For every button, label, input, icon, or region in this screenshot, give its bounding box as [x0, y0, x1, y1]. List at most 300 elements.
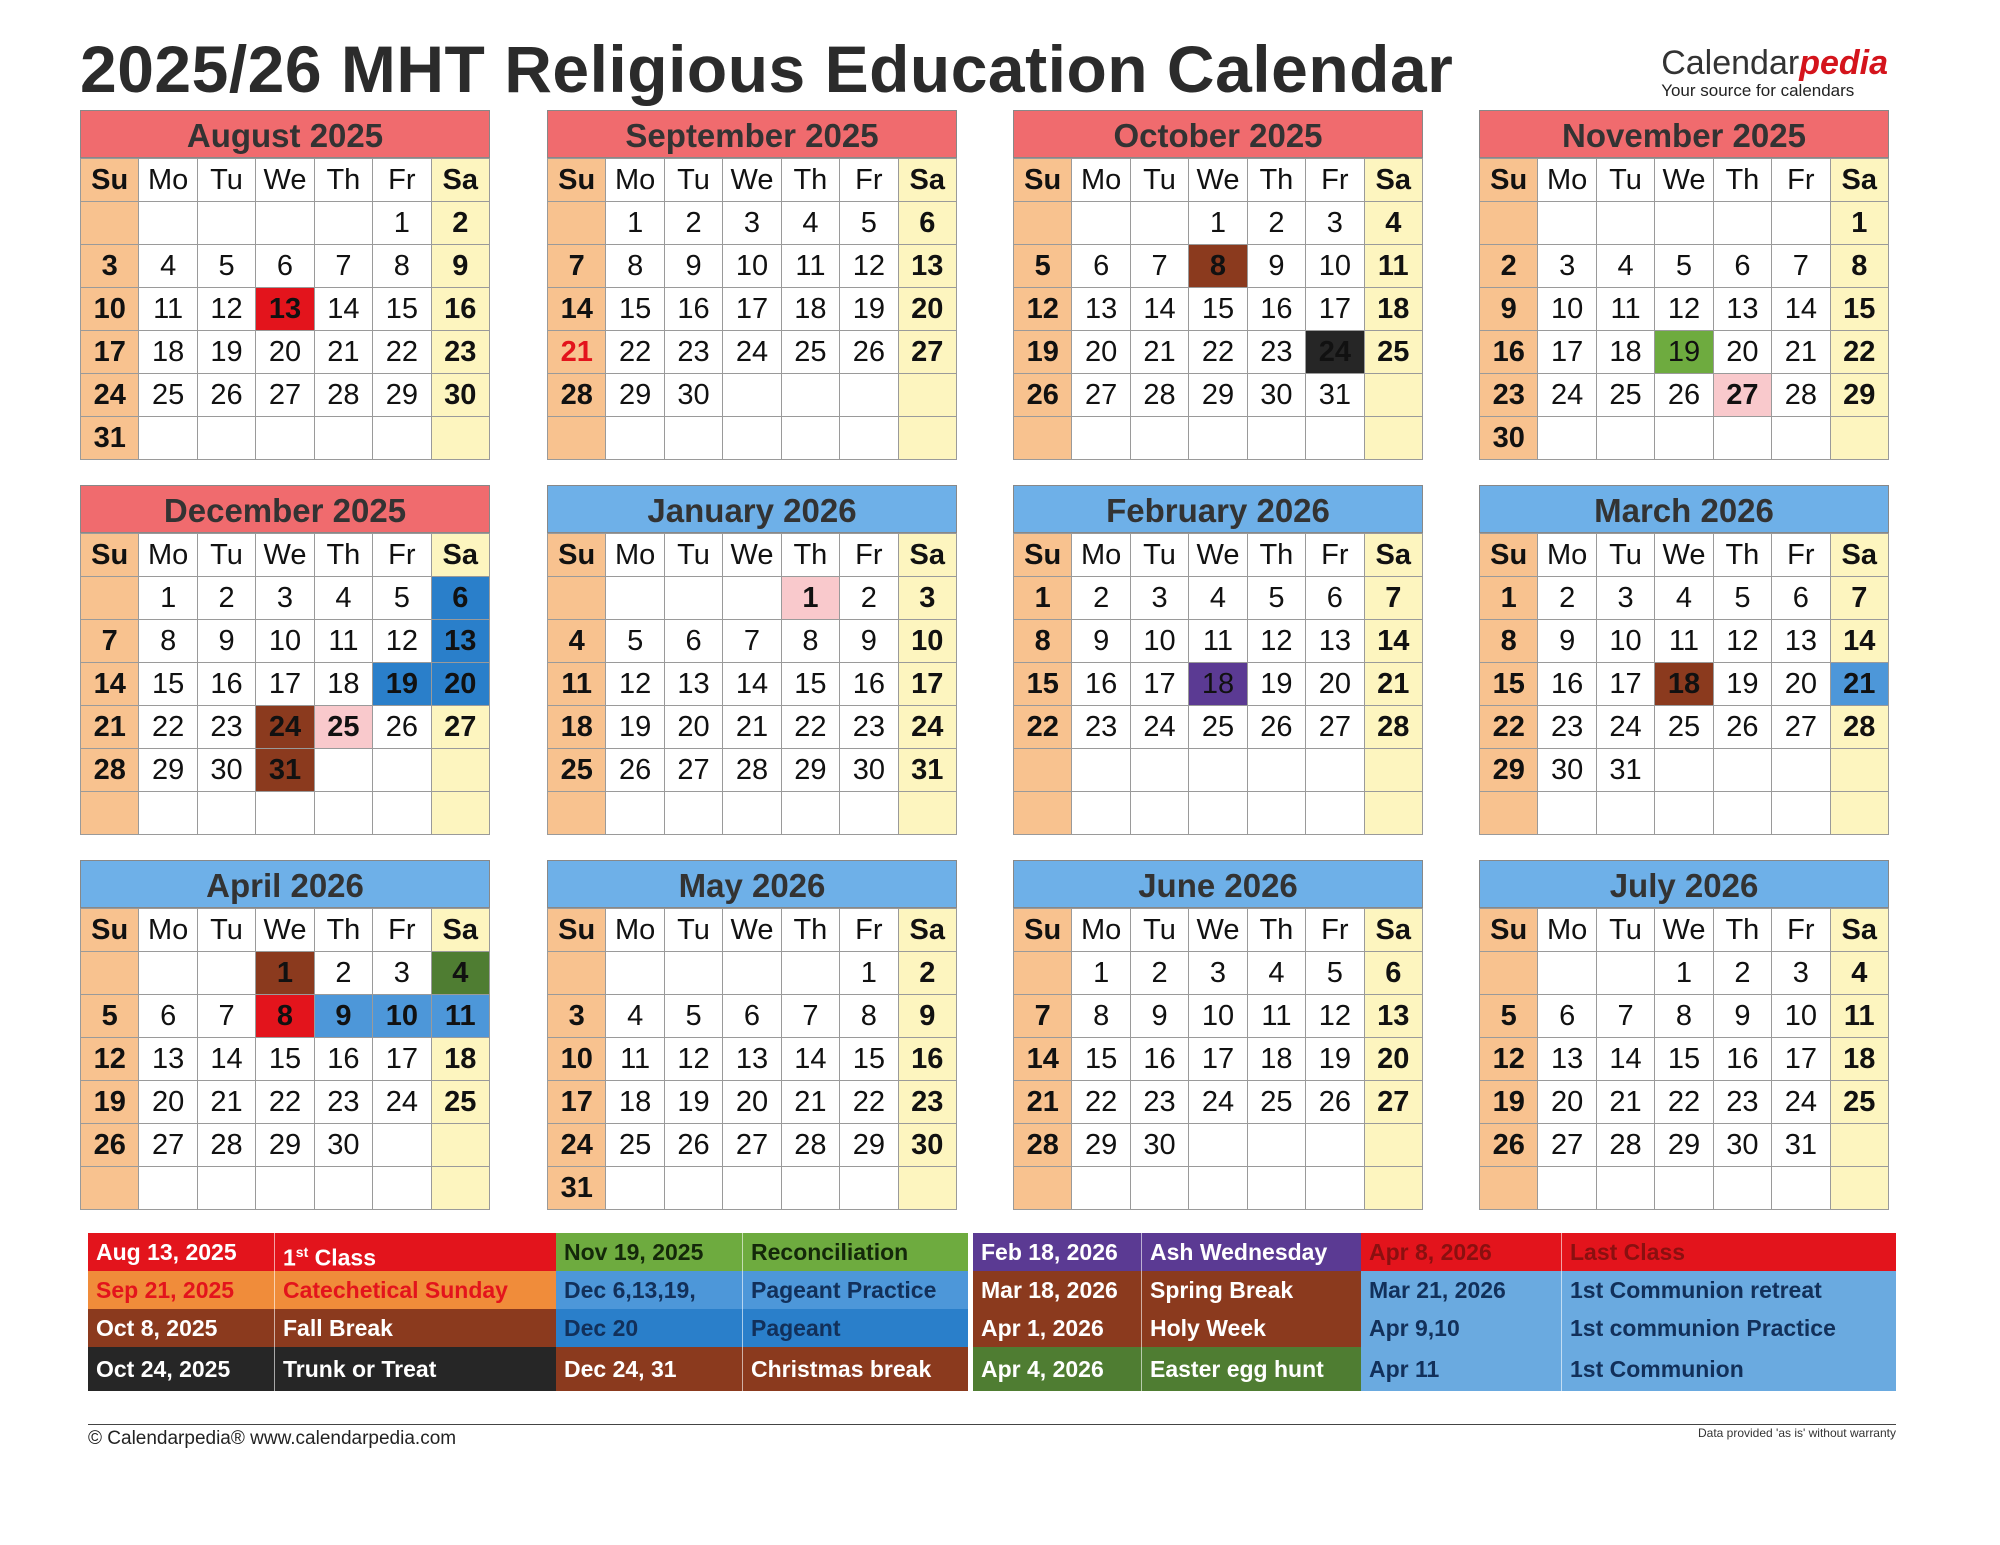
day-cell[interactable]: 24: [1772, 1081, 1830, 1124]
day-cell[interactable]: 4: [1364, 202, 1422, 245]
day-cell[interactable]: 24: [373, 1081, 431, 1124]
day-cell[interactable]: 16: [431, 288, 489, 331]
day-cell[interactable]: 8: [781, 620, 839, 663]
day-cell[interactable]: 2: [1480, 245, 1538, 288]
day-cell[interactable]: 18: [1247, 1038, 1305, 1081]
day-cell[interactable]: 7: [723, 620, 781, 663]
day-cell[interactable]: 1: [1189, 202, 1247, 245]
day-cell[interactable]: 10: [548, 1038, 606, 1081]
day-cell-event[interactable]: 18: [1189, 663, 1247, 706]
day-cell[interactable]: 19: [1306, 1038, 1364, 1081]
day-cell[interactable]: 30: [1130, 1124, 1188, 1167]
day-cell-event[interactable]: 10: [373, 995, 431, 1038]
day-cell[interactable]: 12: [81, 1038, 139, 1081]
day-cell[interactable]: 8: [606, 245, 664, 288]
day-cell[interactable]: 30: [1480, 417, 1538, 460]
day-cell[interactable]: 22: [1480, 706, 1538, 749]
day-cell[interactable]: 1: [1830, 202, 1888, 245]
day-cell[interactable]: 7: [1772, 245, 1830, 288]
day-cell[interactable]: 22: [1014, 706, 1072, 749]
day-cell[interactable]: 16: [1538, 663, 1596, 706]
day-cell[interactable]: 5: [1713, 577, 1771, 620]
day-cell[interactable]: 13: [139, 1038, 197, 1081]
day-cell[interactable]: 15: [840, 1038, 898, 1081]
day-cell[interactable]: 14: [548, 288, 606, 331]
day-cell[interactable]: 23: [898, 1081, 956, 1124]
day-cell-event[interactable]: 6: [431, 577, 489, 620]
day-cell[interactable]: 27: [1538, 1124, 1596, 1167]
day-cell[interactable]: 9: [1538, 620, 1596, 663]
day-cell[interactable]: 17: [1538, 331, 1596, 374]
day-cell[interactable]: 8: [139, 620, 197, 663]
day-cell-event[interactable]: 24: [1306, 331, 1364, 374]
day-cell[interactable]: 18: [548, 706, 606, 749]
day-cell[interactable]: 20: [1713, 331, 1771, 374]
day-cell-event[interactable]: 24: [256, 706, 314, 749]
day-cell[interactable]: 11: [781, 245, 839, 288]
day-cell[interactable]: 29: [139, 749, 197, 792]
day-cell[interactable]: 16: [1072, 663, 1130, 706]
day-cell[interactable]: 2: [1130, 952, 1188, 995]
day-cell[interactable]: 5: [606, 620, 664, 663]
day-cell[interactable]: 23: [1072, 706, 1130, 749]
day-cell[interactable]: 17: [898, 663, 956, 706]
day-cell[interactable]: 5: [197, 245, 255, 288]
day-cell[interactable]: 23: [1247, 331, 1305, 374]
day-cell[interactable]: 21: [781, 1081, 839, 1124]
day-cell[interactable]: 17: [1130, 663, 1188, 706]
day-cell[interactable]: 18: [781, 288, 839, 331]
day-cell[interactable]: 20: [1772, 663, 1830, 706]
day-cell[interactable]: 6: [1772, 577, 1830, 620]
day-cell[interactable]: 17: [548, 1081, 606, 1124]
day-cell[interactable]: 6: [256, 245, 314, 288]
day-cell[interactable]: 15: [781, 663, 839, 706]
day-cell[interactable]: 31: [1306, 374, 1364, 417]
day-cell[interactable]: 12: [606, 663, 664, 706]
day-cell[interactable]: 21: [1130, 331, 1188, 374]
day-cell[interactable]: 21: [81, 706, 139, 749]
day-cell[interactable]: 18: [139, 331, 197, 374]
day-cell-event[interactable]: 8: [256, 995, 314, 1038]
day-cell-event[interactable]: 20: [431, 663, 489, 706]
day-cell[interactable]: 4: [548, 620, 606, 663]
day-cell[interactable]: 29: [1830, 374, 1888, 417]
day-cell[interactable]: 1: [606, 202, 664, 245]
day-cell[interactable]: 18: [1596, 331, 1654, 374]
day-cell[interactable]: 13: [1306, 620, 1364, 663]
day-cell[interactable]: 13: [1538, 1038, 1596, 1081]
day-cell[interactable]: 24: [1130, 706, 1188, 749]
day-cell[interactable]: 4: [1830, 952, 1888, 995]
day-cell[interactable]: 2: [1538, 577, 1596, 620]
day-cell[interactable]: 4: [781, 202, 839, 245]
day-cell[interactable]: 30: [898, 1124, 956, 1167]
day-cell[interactable]: 25: [1655, 706, 1713, 749]
day-cell[interactable]: 6: [898, 202, 956, 245]
day-cell[interactable]: 12: [1306, 995, 1364, 1038]
day-cell[interactable]: 4: [1189, 577, 1247, 620]
day-cell[interactable]: 30: [1247, 374, 1305, 417]
day-cell[interactable]: 28: [723, 749, 781, 792]
day-cell[interactable]: 17: [256, 663, 314, 706]
day-cell[interactable]: 3: [898, 577, 956, 620]
day-cell[interactable]: 20: [256, 331, 314, 374]
day-cell-event[interactable]: 21: [548, 331, 606, 374]
day-cell[interactable]: 15: [1480, 663, 1538, 706]
day-cell[interactable]: 16: [898, 1038, 956, 1081]
day-cell-event[interactable]: 8: [1189, 245, 1247, 288]
day-cell[interactable]: 5: [81, 995, 139, 1038]
day-cell[interactable]: 26: [840, 331, 898, 374]
day-cell[interactable]: 13: [1772, 620, 1830, 663]
day-cell[interactable]: 26: [373, 706, 431, 749]
day-cell[interactable]: 2: [898, 952, 956, 995]
day-cell[interactable]: 15: [606, 288, 664, 331]
day-cell[interactable]: 25: [139, 374, 197, 417]
day-cell[interactable]: 16: [1247, 288, 1305, 331]
day-cell[interactable]: 19: [1713, 663, 1771, 706]
day-cell[interactable]: 13: [1713, 288, 1771, 331]
day-cell[interactable]: 3: [81, 245, 139, 288]
day-cell-event[interactable]: 31: [256, 749, 314, 792]
day-cell[interactable]: 26: [664, 1124, 722, 1167]
day-cell[interactable]: 28: [1130, 374, 1188, 417]
day-cell[interactable]: 9: [197, 620, 255, 663]
day-cell[interactable]: 17: [1596, 663, 1654, 706]
day-cell-event[interactable]: 19: [1655, 331, 1713, 374]
day-cell[interactable]: 19: [606, 706, 664, 749]
day-cell[interactable]: 7: [1014, 995, 1072, 1038]
day-cell[interactable]: 14: [1014, 1038, 1072, 1081]
day-cell[interactable]: 27: [1306, 706, 1364, 749]
day-cell[interactable]: 13: [723, 1038, 781, 1081]
day-cell-event[interactable]: 27: [1713, 374, 1771, 417]
footer-copyright[interactable]: © Calendarpedia® www.calendarpedia.com: [88, 1428, 457, 1449]
day-cell[interactable]: 18: [314, 663, 372, 706]
day-cell[interactable]: 5: [1655, 245, 1713, 288]
day-cell[interactable]: 12: [840, 245, 898, 288]
day-cell[interactable]: 30: [664, 374, 722, 417]
day-cell[interactable]: 12: [373, 620, 431, 663]
brand-logo[interactable]: [1661, 44, 1888, 100]
day-cell[interactable]: 17: [723, 288, 781, 331]
day-cell[interactable]: 22: [256, 1081, 314, 1124]
day-cell[interactable]: 7: [1830, 577, 1888, 620]
day-cell[interactable]: 2: [314, 952, 372, 995]
day-cell[interactable]: 25: [1830, 1081, 1888, 1124]
day-cell[interactable]: 10: [1306, 245, 1364, 288]
day-cell[interactable]: 14: [1130, 288, 1188, 331]
day-cell[interactable]: 2: [1713, 952, 1771, 995]
day-cell[interactable]: 4: [139, 245, 197, 288]
day-cell[interactable]: 28: [197, 1124, 255, 1167]
day-cell[interactable]: 24: [81, 374, 139, 417]
day-cell[interactable]: 3: [256, 577, 314, 620]
day-cell-event[interactable]: 13: [256, 288, 314, 331]
day-cell[interactable]: 25: [1596, 374, 1654, 417]
day-cell[interactable]: 31: [548, 1167, 606, 1210]
day-cell[interactable]: 3: [1772, 952, 1830, 995]
day-cell[interactable]: 11: [139, 288, 197, 331]
day-cell[interactable]: 20: [1538, 1081, 1596, 1124]
day-cell[interactable]: 7: [548, 245, 606, 288]
day-cell[interactable]: 23: [1538, 706, 1596, 749]
day-cell[interactable]: 6: [1713, 245, 1771, 288]
day-cell[interactable]: 28: [1364, 706, 1422, 749]
day-cell[interactable]: 30: [431, 374, 489, 417]
day-cell[interactable]: 27: [1772, 706, 1830, 749]
day-cell[interactable]: 23: [1480, 374, 1538, 417]
day-cell[interactable]: 8: [840, 995, 898, 1038]
day-cell[interactable]: 10: [1130, 620, 1188, 663]
day-cell[interactable]: 6: [1538, 995, 1596, 1038]
day-cell-event[interactable]: 13: [431, 620, 489, 663]
day-cell[interactable]: 1: [840, 952, 898, 995]
day-cell[interactable]: 14: [1772, 288, 1830, 331]
day-cell-event[interactable]: 1: [256, 952, 314, 995]
day-cell[interactable]: 30: [840, 749, 898, 792]
day-cell[interactable]: 28: [81, 749, 139, 792]
day-cell[interactable]: 15: [1655, 1038, 1713, 1081]
day-cell[interactable]: 5: [1247, 577, 1305, 620]
day-cell[interactable]: 31: [1772, 1124, 1830, 1167]
day-cell[interactable]: 24: [548, 1124, 606, 1167]
day-cell[interactable]: 6: [723, 995, 781, 1038]
day-cell[interactable]: 7: [781, 995, 839, 1038]
day-cell[interactable]: 13: [1364, 995, 1422, 1038]
day-cell[interactable]: 11: [1830, 995, 1888, 1038]
day-cell[interactable]: 22: [1072, 1081, 1130, 1124]
day-cell[interactable]: 30: [197, 749, 255, 792]
day-cell[interactable]: 1: [1655, 952, 1713, 995]
day-cell[interactable]: 7: [81, 620, 139, 663]
day-cell[interactable]: 25: [431, 1081, 489, 1124]
day-cell[interactable]: 27: [139, 1124, 197, 1167]
day-cell[interactable]: 1: [139, 577, 197, 620]
day-cell[interactable]: 7: [314, 245, 372, 288]
day-cell[interactable]: 14: [723, 663, 781, 706]
day-cell[interactable]: 4: [606, 995, 664, 1038]
day-cell[interactable]: 26: [1247, 706, 1305, 749]
day-cell[interactable]: 29: [1072, 1124, 1130, 1167]
day-cell[interactable]: 17: [1189, 1038, 1247, 1081]
day-cell[interactable]: 9: [664, 245, 722, 288]
day-cell[interactable]: 26: [197, 374, 255, 417]
day-cell[interactable]: 25: [1189, 706, 1247, 749]
day-cell[interactable]: 22: [606, 331, 664, 374]
day-cell[interactable]: 4: [1655, 577, 1713, 620]
day-cell[interactable]: 21: [314, 331, 372, 374]
day-cell[interactable]: 22: [139, 706, 197, 749]
day-cell[interactable]: 27: [664, 749, 722, 792]
day-cell[interactable]: 16: [197, 663, 255, 706]
day-cell[interactable]: 14: [1596, 1038, 1654, 1081]
day-cell[interactable]: 20: [139, 1081, 197, 1124]
day-cell[interactable]: 20: [898, 288, 956, 331]
day-cell[interactable]: 11: [1189, 620, 1247, 663]
day-cell[interactable]: 21: [1364, 663, 1422, 706]
day-cell[interactable]: 9: [1130, 995, 1188, 1038]
day-cell[interactable]: 24: [898, 706, 956, 749]
day-cell[interactable]: 28: [548, 374, 606, 417]
day-cell[interactable]: 3: [1306, 202, 1364, 245]
day-cell[interactable]: 1: [373, 202, 431, 245]
day-cell[interactable]: 12: [1480, 1038, 1538, 1081]
day-cell[interactable]: 30: [1713, 1124, 1771, 1167]
day-cell[interactable]: 12: [1014, 288, 1072, 331]
day-cell[interactable]: 9: [1713, 995, 1771, 1038]
day-cell[interactable]: 28: [1830, 706, 1888, 749]
day-cell[interactable]: 10: [81, 288, 139, 331]
day-cell[interactable]: 15: [373, 288, 431, 331]
day-cell[interactable]: 9: [840, 620, 898, 663]
day-cell[interactable]: 4: [1247, 952, 1305, 995]
day-cell[interactable]: 15: [1014, 663, 1072, 706]
day-cell[interactable]: 6: [1364, 952, 1422, 995]
day-cell[interactable]: 13: [664, 663, 722, 706]
day-cell[interactable]: 7: [1596, 995, 1654, 1038]
day-cell[interactable]: 20: [1364, 1038, 1422, 1081]
day-cell[interactable]: 9: [431, 245, 489, 288]
day-cell[interactable]: 10: [1538, 288, 1596, 331]
day-cell[interactable]: 25: [606, 1124, 664, 1167]
day-cell[interactable]: 12: [1713, 620, 1771, 663]
day-cell[interactable]: 21: [1772, 331, 1830, 374]
day-cell[interactable]: 26: [1713, 706, 1771, 749]
day-cell[interactable]: 16: [664, 288, 722, 331]
day-cell[interactable]: 23: [314, 1081, 372, 1124]
day-cell[interactable]: 18: [1830, 1038, 1888, 1081]
day-cell[interactable]: 10: [1189, 995, 1247, 1038]
day-cell[interactable]: 29: [1480, 749, 1538, 792]
day-cell[interactable]: 28: [1772, 374, 1830, 417]
day-cell[interactable]: 2: [1247, 202, 1305, 245]
day-cell[interactable]: 26: [606, 749, 664, 792]
day-cell[interactable]: 9: [898, 995, 956, 1038]
day-cell[interactable]: 24: [1596, 706, 1654, 749]
day-cell[interactable]: 16: [840, 663, 898, 706]
day-cell[interactable]: 23: [1713, 1081, 1771, 1124]
day-cell[interactable]: 23: [431, 331, 489, 374]
day-cell-event[interactable]: 18: [1655, 663, 1713, 706]
day-cell[interactable]: 3: [1596, 577, 1654, 620]
day-cell[interactable]: 21: [723, 706, 781, 749]
day-cell[interactable]: 11: [314, 620, 372, 663]
day-cell[interactable]: 24: [1189, 1081, 1247, 1124]
day-cell[interactable]: 14: [197, 1038, 255, 1081]
day-cell[interactable]: 17: [1306, 288, 1364, 331]
day-cell[interactable]: 9: [1072, 620, 1130, 663]
day-cell[interactable]: 2: [664, 202, 722, 245]
day-cell[interactable]: 29: [606, 374, 664, 417]
day-cell[interactable]: 19: [1247, 663, 1305, 706]
day-cell[interactable]: 19: [664, 1081, 722, 1124]
day-cell[interactable]: 5: [840, 202, 898, 245]
day-cell-event[interactable]: 25: [314, 706, 372, 749]
day-cell[interactable]: 8: [373, 245, 431, 288]
day-cell[interactable]: 17: [81, 331, 139, 374]
day-cell[interactable]: 27: [723, 1124, 781, 1167]
day-cell[interactable]: 8: [1830, 245, 1888, 288]
day-cell[interactable]: 20: [1072, 331, 1130, 374]
day-cell[interactable]: 26: [1655, 374, 1713, 417]
day-cell[interactable]: 22: [1830, 331, 1888, 374]
day-cell[interactable]: 23: [197, 706, 255, 749]
day-cell[interactable]: 15: [1072, 1038, 1130, 1081]
day-cell[interactable]: 28: [781, 1124, 839, 1167]
day-cell[interactable]: 16: [1130, 1038, 1188, 1081]
day-cell[interactable]: 5: [1306, 952, 1364, 995]
day-cell[interactable]: 21: [1014, 1081, 1072, 1124]
day-cell[interactable]: 7: [1130, 245, 1188, 288]
day-cell[interactable]: 12: [664, 1038, 722, 1081]
day-cell[interactable]: 29: [256, 1124, 314, 1167]
day-cell[interactable]: 15: [256, 1038, 314, 1081]
day-cell[interactable]: 28: [314, 374, 372, 417]
day-cell[interactable]: 16: [314, 1038, 372, 1081]
day-cell[interactable]: 15: [139, 663, 197, 706]
day-cell[interactable]: 26: [1014, 374, 1072, 417]
day-cell[interactable]: 30: [1538, 749, 1596, 792]
day-cell[interactable]: 3: [1189, 952, 1247, 995]
day-cell[interactable]: 24: [1538, 374, 1596, 417]
day-cell[interactable]: 31: [81, 417, 139, 460]
day-cell[interactable]: 29: [373, 374, 431, 417]
day-cell[interactable]: 9: [1247, 245, 1305, 288]
day-cell-event[interactable]: 9: [314, 995, 372, 1038]
day-cell[interactable]: 10: [1772, 995, 1830, 1038]
day-cell[interactable]: 19: [840, 288, 898, 331]
day-cell[interactable]: 3: [1538, 245, 1596, 288]
day-cell[interactable]: 13: [1072, 288, 1130, 331]
day-cell[interactable]: 19: [81, 1081, 139, 1124]
day-cell[interactable]: 25: [1364, 331, 1422, 374]
day-cell[interactable]: 5: [1014, 245, 1072, 288]
day-cell[interactable]: 18: [606, 1081, 664, 1124]
day-cell[interactable]: 26: [1480, 1124, 1538, 1167]
day-cell[interactable]: 23: [664, 331, 722, 374]
day-cell[interactable]: 10: [1596, 620, 1654, 663]
day-cell[interactable]: 25: [781, 331, 839, 374]
day-cell[interactable]: 23: [1130, 1081, 1188, 1124]
day-cell[interactable]: 11: [548, 663, 606, 706]
day-cell-event[interactable]: 21: [1830, 663, 1888, 706]
day-cell[interactable]: 27: [1072, 374, 1130, 417]
day-cell[interactable]: 8: [1480, 620, 1538, 663]
day-cell[interactable]: 19: [197, 331, 255, 374]
day-cell[interactable]: 1: [1014, 577, 1072, 620]
day-cell[interactable]: 6: [1072, 245, 1130, 288]
day-cell[interactable]: 5: [664, 995, 722, 1038]
day-cell[interactable]: 27: [431, 706, 489, 749]
day-cell[interactable]: 27: [1364, 1081, 1422, 1124]
day-cell[interactable]: 10: [723, 245, 781, 288]
day-cell[interactable]: 4: [314, 577, 372, 620]
day-cell[interactable]: 11: [1247, 995, 1305, 1038]
day-cell[interactable]: 8: [1655, 995, 1713, 1038]
day-cell[interactable]: 3: [373, 952, 431, 995]
day-cell[interactable]: 28: [1596, 1124, 1654, 1167]
day-cell[interactable]: 17: [1772, 1038, 1830, 1081]
day-cell[interactable]: 8: [1014, 620, 1072, 663]
day-cell[interactable]: 4: [1596, 245, 1654, 288]
day-cell[interactable]: 11: [606, 1038, 664, 1081]
day-cell[interactable]: 15: [1830, 288, 1888, 331]
day-cell[interactable]: 2: [197, 577, 255, 620]
day-cell[interactable]: 17: [373, 1038, 431, 1081]
day-cell[interactable]: 21: [197, 1081, 255, 1124]
